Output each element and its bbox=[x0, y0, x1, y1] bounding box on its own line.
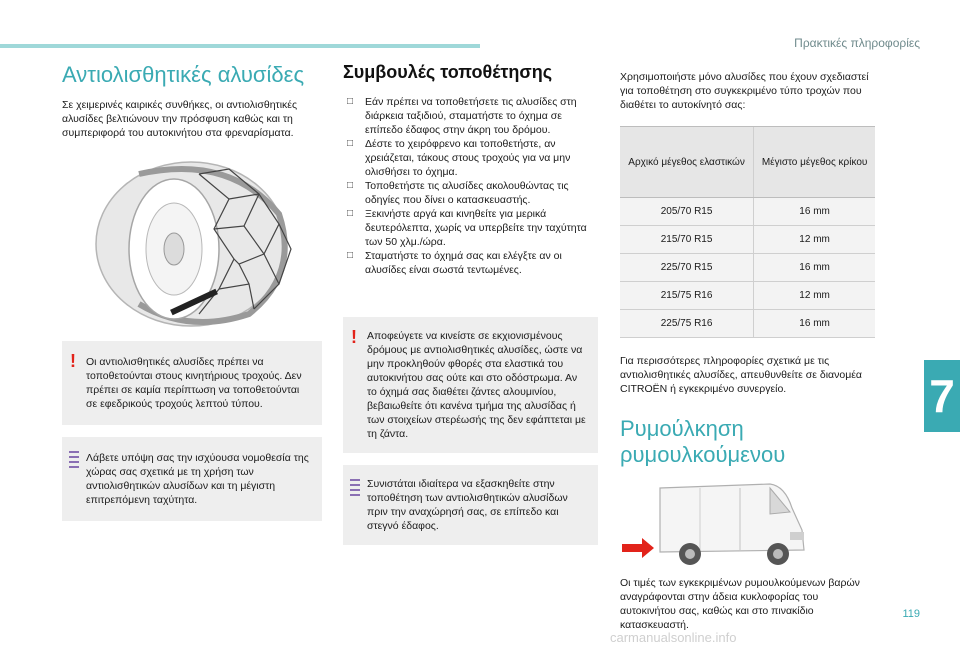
table-row bbox=[620, 254, 875, 282]
info-icon bbox=[69, 451, 79, 473]
info-text: Συνιστάται ιδιαίτερα να εξασκηθείτε στην τοποθέτηση των αντιολισθητικών αλυσίδων πριν την αναχώρησή σας, σε επίπεδο και στεγνό έδαφος. bbox=[367, 478, 568, 532]
tyre-chain-drawing bbox=[79, 154, 305, 329]
column-chain-sizes bbox=[620, 70, 875, 632]
info-text: Λάβετε υπόψη σας την ισχύουσα νομοθεσία της χώρας σας σχετικά με τη χρήση των αντιολισθητικών αλυσίδων και τη μέγιστη επιτρεπόμενη ταχύτητα. bbox=[86, 452, 309, 506]
fitting-advice-title: Συμβουλές τοποθέτησης bbox=[343, 62, 553, 82]
list-item: □ Εάν πρέπει να τοποθετήσετε τις αλυσίδες στη διάρκεια ταξιδιού, σταματήστε το όχημα σε επίπεδο έδαφος στην άκρη του δρόμου. bbox=[347, 96, 577, 136]
warning-box-snowy-roads bbox=[343, 317, 598, 453]
bullet-icon: □ bbox=[347, 96, 354, 107]
van-illustration bbox=[620, 478, 810, 568]
warning-icon: ! bbox=[351, 327, 357, 347]
page-number: 119 bbox=[902, 608, 920, 620]
link-size-cell: 16 mm bbox=[754, 254, 875, 282]
column-header: Μέγιστο μέγεθος κρίκου bbox=[754, 127, 875, 198]
bullet-icon: □ bbox=[347, 180, 354, 191]
link-size-cell: 16 mm bbox=[754, 310, 875, 338]
list-item: □ Δέστε το χειρόφρενο και τοποθετήστε, αν χρειάζεται, τάκους στους τροχούς για να μην ολισθήσει το όχημα. bbox=[347, 138, 571, 178]
towing-title bbox=[620, 416, 875, 468]
tyre-size-cell: 225/75 R16 bbox=[620, 310, 754, 338]
bullet-icon: □ bbox=[347, 208, 354, 219]
link-size-cell: 16 mm bbox=[754, 198, 875, 226]
towing-title-line1: Ρυμούλκηση bbox=[620, 416, 744, 441]
towing-text: Οι τιμές των εγκεκριμένων ρυμουλκούμενων βαρών αναγράφονται στην άδεια κυκλοφορίας του αυτοκινήτου σας, καθώς και στο πινακίδιο κατασκευαστή. bbox=[620, 577, 860, 631]
info-box-legislation bbox=[62, 437, 322, 521]
warning-text: Οι αντιολισθητικές αλυσίδες πρέπει να τοποθετούνται στους κινητήριους τροχούς. Δεν πρέπει σε καμία περίπτωση να τοποθετούνται σε εφεδρικούς τροχούς λεπτού τύπου. bbox=[86, 356, 302, 410]
watermark-text: carmanualsonline.info bbox=[610, 630, 737, 645]
table-row bbox=[620, 310, 875, 338]
towing-title-line2: ρυμουλκούμενου bbox=[620, 442, 786, 467]
bullet-icon: □ bbox=[347, 250, 354, 261]
list-item: □ Ξεκινήστε αργά και κινηθείτε για μερικά δευτερόλεπτα, χωρίς να υπερβείτε την ταχύτητα των 50 χλμ./ώρα. bbox=[347, 208, 587, 248]
chain-sizes-intro: Χρησιμοποιήστε μόνο αλυσίδες που έχουν σχεδιαστεί για τοποθέτηση στο συγκεκριμένο τύπο τροχών που διαθέτει το αυτοκίνητό σας: bbox=[620, 71, 869, 111]
tyre-chain-table bbox=[620, 126, 875, 338]
tyre-size-cell: 205/70 R15 bbox=[620, 198, 754, 226]
section-header: Πρακτικές πληροφορίες bbox=[794, 36, 920, 50]
warning-box-drive-wheels bbox=[62, 341, 322, 425]
tyre-size-cell: 215/75 R16 bbox=[620, 282, 754, 310]
van-drawing bbox=[620, 478, 810, 568]
tyre-size-cell: 215/70 R15 bbox=[620, 226, 754, 254]
column-snow-chains bbox=[62, 62, 322, 521]
table-header-row bbox=[620, 127, 875, 198]
wheel-with-chains-illustration bbox=[79, 154, 305, 329]
link-size-cell: 12 mm bbox=[754, 226, 875, 254]
top-accent-bar bbox=[0, 44, 480, 48]
warning-text: Αποφεύγετε να κινείστε σε εκχιονισμένους δρόμους με αντιολισθητικές αλυσίδες, ώστε να μην προκληθούν φθορές στα ελαστικά του αυτοκινήτου σας ούτε και στο οδόστρωμα. Αν το όχημά σας διαθέτει ζάντες αλουμινίου, βεβαιωθείτε ότι κανένα τμήμα της αλυσίδας ή των στοιχείων στερέωσής της δεν εφάπτεται με τη ζάντα. bbox=[367, 330, 586, 440]
chapter-tab: 7 bbox=[924, 360, 960, 432]
list-item: □ Σταματήστε το όχημά σας και ελέγξτε αν οι αλυσίδες είναι σωστά τεντωμένες. bbox=[347, 250, 562, 276]
snow-chains-intro: Σε χειμερινές καιρικές συνθήκες, οι αντιολισθητικές αλυσίδες βελτιώνουν την πρόσφυση καθώς και τη συμπεριφορά του αυτοκινήτου στα φρεναρίσματα. bbox=[62, 99, 298, 139]
warning-icon: ! bbox=[70, 351, 76, 371]
more-info-text: Για περισσότερες πληροφορίες σχετικά με τις αντιολισθητικές αλυσίδες, απευθυνθείτε σε διανομέα CITROËN ή εγκεκριμένο συνεργείο. bbox=[620, 355, 863, 395]
link-size-cell: 12 mm bbox=[754, 282, 875, 310]
info-box-practice bbox=[343, 465, 598, 545]
info-icon bbox=[350, 479, 360, 501]
table-row bbox=[620, 282, 875, 310]
bullet-icon: □ bbox=[347, 138, 354, 149]
table-row bbox=[620, 198, 875, 226]
tyre-size-cell: 225/70 R15 bbox=[620, 254, 754, 282]
page-title: Αντιολισθητικές αλυσίδες bbox=[62, 62, 305, 87]
column-header: Αρχικό μέγεθος ελαστικών bbox=[620, 127, 754, 198]
table-row bbox=[620, 226, 875, 254]
fitting-tips-list bbox=[343, 95, 598, 277]
list-item: □ Τοποθετήστε τις αλυσίδες ακολουθώντας τις οδηγίες που δίνει ο κατασκευαστής. bbox=[347, 180, 569, 206]
column-fitting-advice bbox=[343, 62, 598, 545]
